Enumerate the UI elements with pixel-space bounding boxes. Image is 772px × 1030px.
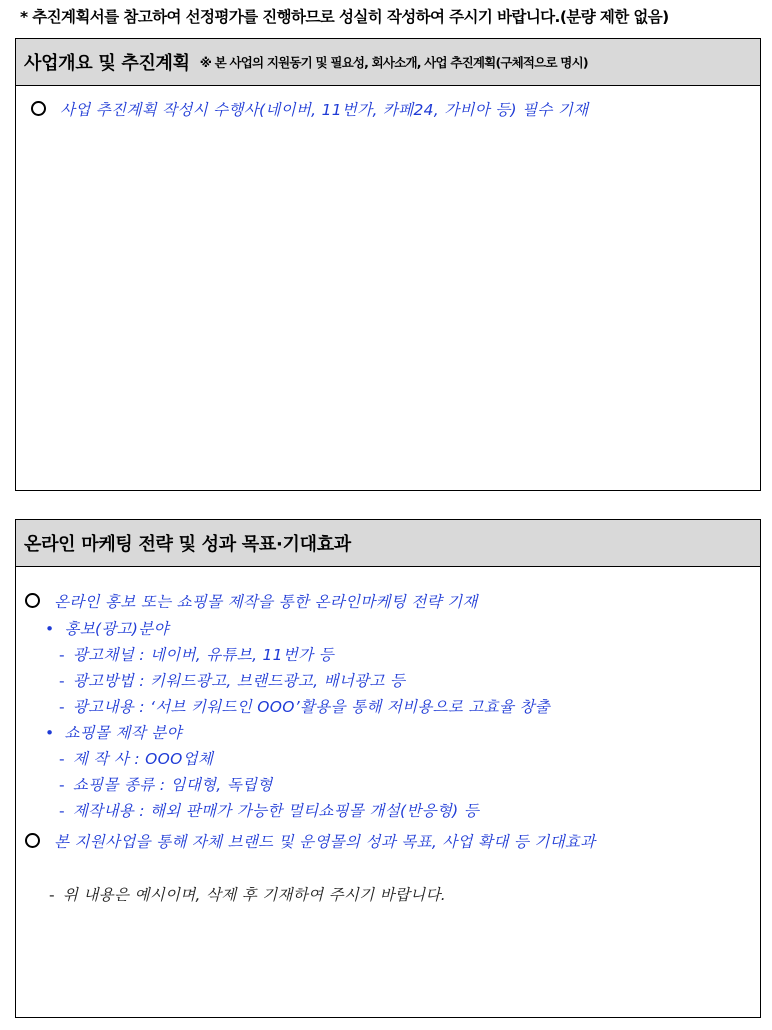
detail-line: - 쇼핑몰 종류 : 임대형, 독립형 bbox=[59, 776, 273, 794]
detail-text: 광고채널 : 네이버, 유튜브, 11번가 등 bbox=[72, 646, 334, 664]
section-header bbox=[16, 520, 760, 567]
example-item-text: 사업 추진계획 작성시 수행사(네이버, 11번가, 카페24, 가비아 등) 필수 기재 bbox=[60, 101, 589, 119]
deletion-note-text: 위 내용은 예시이며, 삭제 후 기재하여 주시기 바랍니다. bbox=[62, 886, 446, 904]
sub-heading bbox=[45, 617, 169, 639]
detail-text: 쇼핑몰 종류 : 임대형, 독립형 bbox=[72, 776, 273, 794]
section-title: 사업개요 및 추진계획 bbox=[24, 53, 190, 74]
circle-bullet-icon bbox=[25, 593, 40, 608]
dot-bullet-icon: • bbox=[45, 620, 55, 638]
section-marketing-strategy bbox=[15, 519, 761, 1018]
detail-text: 제작내용 : 해외 판매가 가능한 멀티쇼핑몰 개설(반응형) 등 bbox=[72, 802, 479, 820]
detail-line: - 광고방법 : 키워드광고, 브랜드광고, 배너광고 등 bbox=[59, 672, 406, 690]
example-item bbox=[31, 98, 588, 120]
detail-line: - 광고채널 : 네이버, 유튜브, 11번가 등 bbox=[59, 646, 334, 664]
section-business-overview bbox=[15, 38, 761, 491]
detail-text: 광고내용 : ‘서브 키워드인 OOO’활용을 통해 저비용으로 고효율 창출 bbox=[72, 698, 551, 716]
circle-bullet-icon bbox=[25, 833, 40, 848]
deletion-note: - 위 내용은 예시이며, 삭제 후 기재하여 주시기 바랍니다. bbox=[49, 886, 446, 904]
instruction-note: * 추진계획서를 참고하여 선정평가를 진행하므로 성실히 작성하여 주시기 바랍니다.(분량 제한 없음) bbox=[20, 8, 669, 26]
sub-heading-text: 쇼핑몰 제작 분야 bbox=[64, 724, 182, 742]
detail-line: - 제작내용 : 해외 판매가 가능한 멀티쇼핑몰 개설(반응형) 등 bbox=[59, 802, 479, 820]
section-header bbox=[16, 39, 760, 86]
example-item bbox=[25, 590, 478, 612]
section-title: 온라인 마케팅 전략 및 성과 목표·기대효과 bbox=[24, 534, 351, 555]
detail-line: - 광고내용 : ‘서브 키워드인 OOO’활용을 통해 저비용으로 고효율 창출 bbox=[59, 698, 551, 716]
detail-text: 제 작 사 : OOO업체 bbox=[72, 750, 214, 768]
example-item-text: 본 지원사업을 통해 자체 브랜드 및 운영몰의 성과 목표, 사업 확대 등 기대효과 bbox=[54, 833, 596, 851]
example-item bbox=[25, 830, 595, 852]
sub-heading bbox=[45, 721, 182, 743]
example-item-text: 온라인 홍보 또는 쇼핑몰 제작을 통한 온라인마케팅 전략 기재 bbox=[54, 593, 478, 611]
sub-heading-text: 홍보(광고)분야 bbox=[64, 620, 169, 638]
detail-line: - 제 작 사 : OOO업체 bbox=[59, 750, 214, 768]
section-note: ※ 본 사업의 지원동기 및 필요성, 회사소개, 사업 추진계획(구체적으로 명시) bbox=[199, 55, 588, 70]
dot-bullet-icon: • bbox=[45, 724, 55, 742]
circle-bullet-icon bbox=[31, 101, 46, 116]
detail-text: 광고방법 : 키워드광고, 브랜드광고, 배너광고 등 bbox=[72, 672, 406, 690]
